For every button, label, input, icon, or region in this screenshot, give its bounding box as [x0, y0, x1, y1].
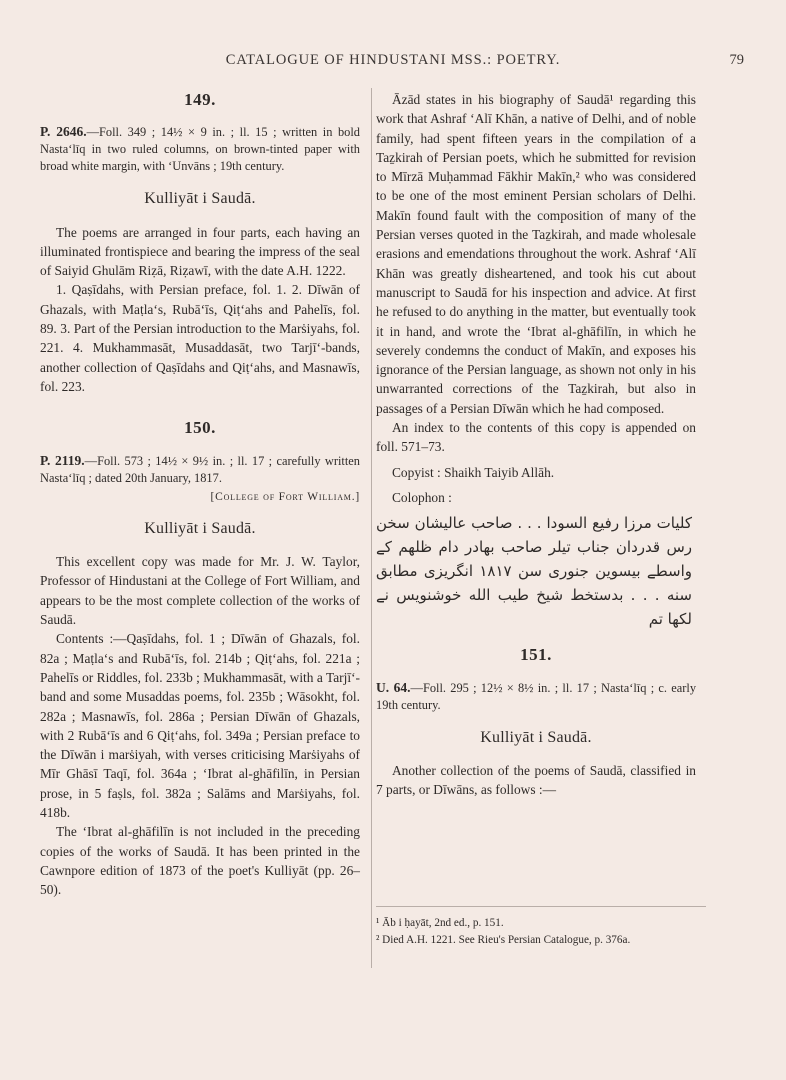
entry-details: —Foll. 349 ; 14½ × 9 in. ; ll. 15 ; written in bold Nasta‘līq in two ruled columns, on brown-tinted paper with broad white margin, with ‘Unvāns ; 19th century.	[40, 125, 360, 174]
paragraph: An index to the contents of this copy is appended on foll. 571–73.	[376, 420, 696, 455]
paragraph: Āzād states in his biography of Saudā¹ regarding this work that Ashraf ‘Alī Khān, a native of Delhi, and of noble family, had spent fifteen years in the compilation of a Taẕkirah of Persian poets, which he submitted for revision to Mīrzā Muḥammad Fākhir Makīn,² who was considered to be one of the most eminent Persian scholars of Delhi. Makīn found fault with the composition of many of the Persian verses quoted in the Taẕkirah, and made wholesale erasions and emendations throughout the work. Ashraf ‘Alī Khān was greatly disheartened, and took his cut about manuscript to Saudā for his inspection and advice. At first he refused to do anything in the matter, but eventually took it in hand, and wrote the ‘Ibrat al-ghāfilīn, in which he severely condemns the conduct of Makīn, and exposes his ignorance of the Persian language, as shown not only in his unwarranted corrections of the Taẕkirah, but also in passages of a Persian Dīwān which he had composed.	[376, 92, 696, 416]
entry-description	[40, 452, 360, 487]
paragraph: Contents :—Qaṣīdahs, fol. 1 ; Dīwān of Ghazals, fol. 82a ; Maṭla‘s and Rubā‘īs, fol. 214b ; Qiṭ‘ahs, fol. 221a ; Pahelīs or Riddles, fol. 233b ; Mukhammasāt, with a Tarjī‘-band and some Musaddas poems, fol. 235b ; Wāsokht, fol. 282a ; Masnawīs, fol. 286a ; Persian Dīwān of Ghazals, with 2 Rubā‘īs and 6 Qiṭ‘ahs, fol. 349a ; Persian preface to the Dīwān i marṡiyah, with verses criticising Marṡiyahs of Mīr Ghāsī Taqī, fol. 364a ; ‘Ibrat al-ghāfilīn, in Persian prose, in 5 faṣls, fol. 382a ; Salāms and Marṡiyahs, fol. 418b.	[40, 631, 360, 821]
page-number: 79	[729, 52, 744, 68]
entry-description	[376, 679, 696, 714]
footnotes	[376, 906, 706, 949]
paragraph: 1. Qaṣīdahs, with Persian preface, fol. 1. 2. Dīwān of Ghazals, with Maṭla‘s, Rubā‘īs, Qiṭ‘ahs and Pahelīs, fol. 89. 3. Part of the Persian introduction to the Marṡiyahs, fol. 221. 4. Mukhammasāt, Musaddasāt, two Tarjī‘-bands, another collection of Qaṣīdahs and Qiṭ‘ahs, and Masnawīs, fol. 223.	[40, 282, 360, 394]
entry-details: —Foll. 295 ; 12½ × 8½ in. ; ll. 17 ; Nasta‘līq ; c. early 19th century.	[376, 680, 697, 712]
entry-details: —Foll. 573 ; 14½ × 9½ in. ; ll. 17 ; carefully written Nasta‘līq ; dated 20th January, 1817.	[40, 453, 360, 485]
entry-150	[40, 418, 360, 899]
entry-number: 151.	[520, 645, 552, 665]
column-divider	[371, 88, 372, 968]
running-head-title: CATALOGUE OF HINDUSTANI MSS.: POETRY.	[225, 52, 561, 68]
entry-description	[40, 123, 360, 175]
entry-title: Kulliyāt i Saudā.	[144, 519, 256, 537]
copyist-line: Copyist : Shaikh Taiyib Allāh.	[392, 464, 555, 480]
paragraph: Another collection of the poems of Saudā, classified in 7 parts, or Dīwāns, as follows :—	[376, 762, 696, 798]
press-mark: P. 2646.	[40, 124, 87, 140]
paragraph: This excellent copy was made for Mr. J. W. Taylor, Professor of Hindustani at the College of Fort William, and appears to be the most complete collection of the works of Saudā.	[40, 554, 360, 628]
entry-number: 149.	[184, 90, 216, 109]
colophon-text: کلیات مرزا رفیع السودا . . . صاحب عالیشان سخن رس قدردان جناب تیلر صاحب بهادر دام ظلهم کے واسطے بیسوین جنوری سن ۱۸۱۷ انگریزی مطابق سنه . . . بدستخط شیخ طیب الله خوشنویس نے لکها تم	[376, 514, 692, 629]
right-column	[376, 90, 696, 799]
footnote: ¹ Āb i ḥayāt, 2nd ed., p. 151.	[376, 917, 504, 929]
left-column	[40, 90, 360, 900]
entry-title: Kulliyāt i Saudā.	[480, 728, 592, 746]
press-mark: U. 64.	[376, 679, 411, 695]
paragraph: The poems are arranged in four parts, each having an illuminated frontispiece and bearing the impress of the seal of Saiyid Ghulām Riẓā, Riẓawī, with the date A.H. 1222.	[40, 224, 360, 279]
footnote: ² Died A.H. 1221. See Rieu's Persian Catalogue, p. 376a.	[376, 934, 631, 946]
entry-151	[376, 645, 696, 799]
provenance-note: [College of Fort William.]	[210, 490, 360, 503]
entry-title: Kulliyāt i Saudā.	[144, 190, 256, 208]
colophon-label: Colophon :	[392, 489, 452, 505]
paragraph: The ‘Ibrat al-ghāfilīn is not included in the preceding copies of the works of Saudā. It has been printed in the Cawnpore edition of 1873 of the poet's Kulliyāt (pp. 26–50).	[40, 824, 360, 898]
press-mark: P. 2119.	[40, 452, 85, 468]
entry-149	[40, 90, 360, 396]
entry-number: 150.	[184, 418, 216, 438]
running-head	[40, 52, 746, 72]
